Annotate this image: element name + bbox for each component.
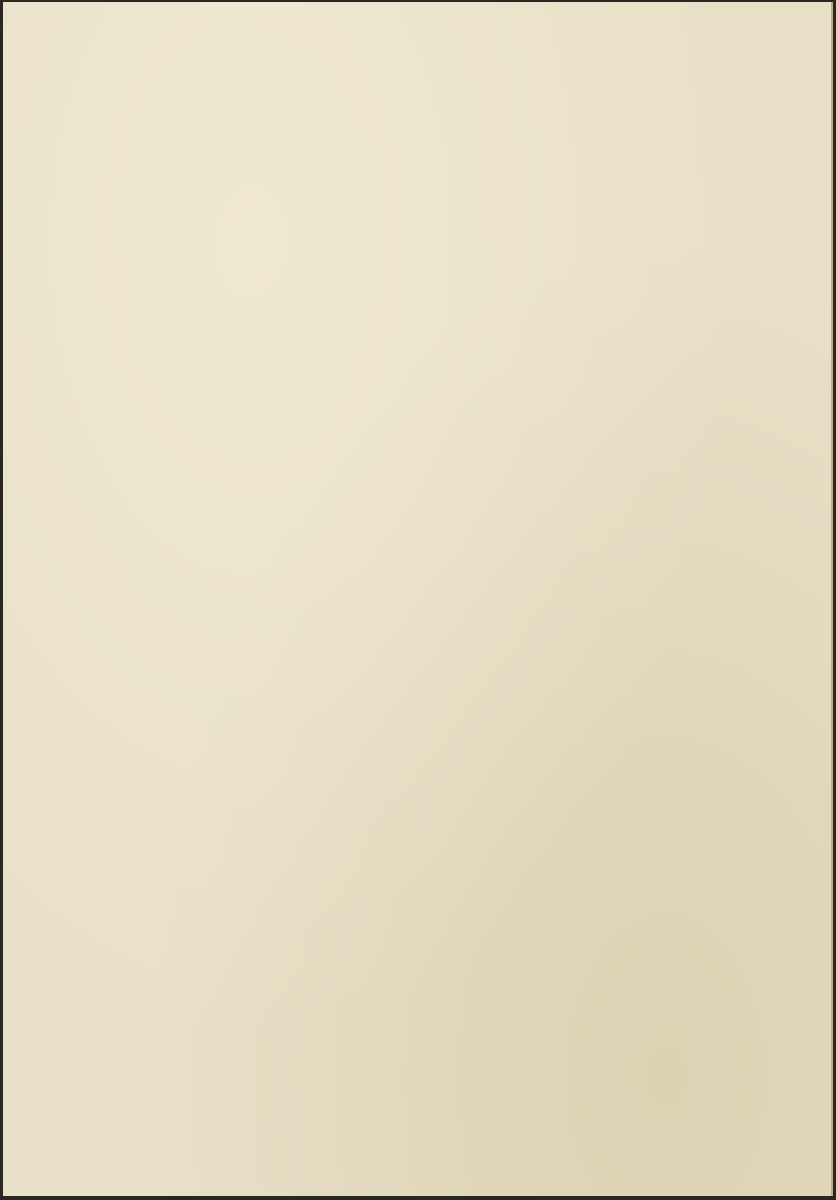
document-page bbox=[3, 2, 833, 1196]
